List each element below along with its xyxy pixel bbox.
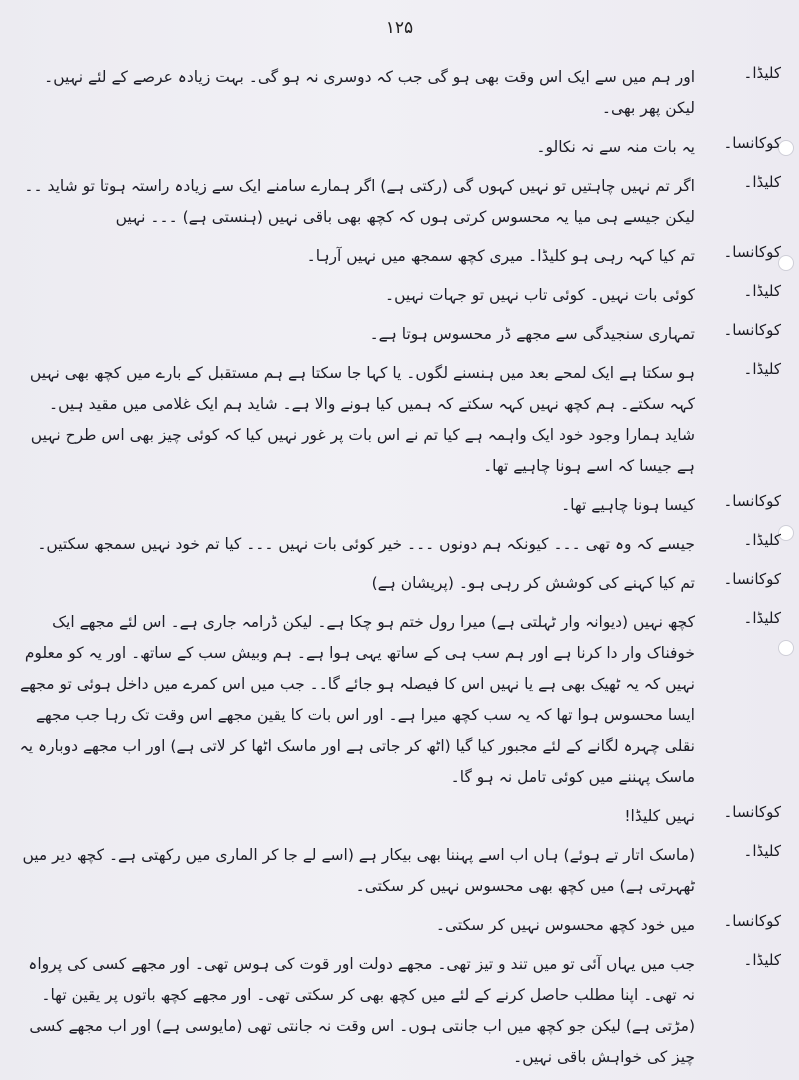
speaker-name: کوکانسا۔ xyxy=(723,134,781,152)
speaker-name: کلیڈا۔ xyxy=(743,173,781,191)
dialogue-entry xyxy=(16,910,781,941)
dialogue-line: یہ بات منہ سے نہ نکالو۔ xyxy=(536,138,695,156)
dialogue-line: تمہاری سنجیدگی سے مجھے ڈر محسوس ہوتا ہے۔ xyxy=(369,325,695,343)
dialogue-entry xyxy=(16,949,781,1073)
speaker-name: کوکانسا۔ xyxy=(723,803,781,821)
dialogue xyxy=(16,62,781,1080)
speaker-name: کوکانسا۔ xyxy=(723,570,781,588)
speaker-name: کوکانسا۔ xyxy=(723,321,781,339)
dialogue-entry xyxy=(16,319,781,350)
dialogue-line: جیسے کہ وہ تھی ۔۔۔ کیونکہ ہم دونوں ۔۔۔ خیر کوئی بات نہیں ۔۔۔ کیا تم خود نہیں سمجھ سکتیں۔ xyxy=(37,535,695,553)
speaker-name: کلیڈا۔ xyxy=(743,609,781,627)
speaker-name: کوکانسا۔ xyxy=(723,912,781,930)
speaker-name: کوکانسا۔ xyxy=(723,492,781,510)
dialogue-line: نہیں کلیڈا! xyxy=(624,807,695,825)
dialogue-line: (ماسک اتار تے ہوئے) ہاں اب اسے پہننا بھی بیکار ہے (اسے لے جا کر الماری میں رکھتی ہے۔ کچھ دیر میں ٹھہرتی ہے) میں کچھ بھی محسوس نہیں کر سکتی۔ xyxy=(22,846,695,895)
dialogue-entry xyxy=(16,529,781,560)
dialogue-entry xyxy=(16,280,781,311)
dialogue-line: کیسا ہونا چاہیے تھا۔ xyxy=(561,496,695,514)
dialogue-line: کچھ نہیں (دیوانہ وار ٹہلتی ہے) میرا رول ختم ہو چکا ہے۔ لیکن ڈرامہ جاری ہے۔ اس لئے مجھے ایک خوفناک وار دا کرنا ہے اور ہم سب ہی کے ساتھ یہی ہوا ہے۔ ہم وبیش سب کے ساتھ۔ اور یہ کو معلوم نہیں کہ یہ ٹھیک بھی ہے یا نہیں اس کا فیصلہ ہو جائے گا۔۔ جب میں اس کمرے میں داخل ہوئی تو مجھے ایسا محسوس ہوا تھا کہ یہ سب کچھ میرا ہے۔ اور اس بات کا یقین مجھے اس وقت تک رہا جب مجھے نقلی چہرہ لگانے کے لئے مجبور کیا گیا (اٹھ کر جاتی ہے اور ماسک اٹھا کر لاتی ہے) اور اب مجھے دوبارہ یہ ماسک پہننے میں کوئی تامل نہ ہو گا۔ xyxy=(19,613,695,786)
dialogue-entry xyxy=(16,607,781,793)
dialogue-line: اگر تم نہیں چاہتیں تو نہیں کہوں گی (رکتی ہے) اگر ہمارے سامنے ایک سے زیادہ راستہ ہوتا تو شاید ۔۔ لیکن جیسے ہی میا یہ محسوس کرتی ہوں کہ کچھ بھی باقی نہیں (ہنستی ہے) ۔۔۔ نہیں xyxy=(24,177,695,226)
speaker-name: کوکانسا۔ xyxy=(723,243,781,261)
dialogue-entry xyxy=(16,62,781,124)
dialogue-line: کوئی بات نہیں۔ کوئی تاب نہیں تو جہات نہیں۔ xyxy=(385,286,695,304)
dialogue-line: اور ہم میں سے ایک اس وقت بھی ہو گی جب کہ دوسری نہ ہو گی۔ بہت زیادہ عرصے کے لئے نہیں۔ لیکن پھر بھی۔ xyxy=(44,68,695,117)
dialogue-entry xyxy=(16,840,781,902)
dialogue-entry xyxy=(16,490,781,521)
dialogue-line: ہو سکتا ہے ایک لمحے بعد میں ہنسنے لگوں۔ یا کہا جا سکتا ہے ہم مستقبل کے بارے میں کچھ بھی نہیں کہہ سکتے۔ ہم کچھ نہیں کہہ سکتے کہ ہمیں کیا ہونے والا ہے۔ شاید ہم ایک غلامی میں مقید ہیں۔ شاید ہمارا وجود خود ایک واہمہ ہے کیا تم نے اس بات پر غور نہیں کیا کہ کوئی چیز بھی اس طرح نہیں ہے جیسا کہ اسے ہونا چاہیے تھا۔ xyxy=(29,364,695,475)
page-number: ۱۲۵ xyxy=(385,18,414,38)
speaker-name: کلیڈا۔ xyxy=(743,282,781,300)
dialogue-line: جب میں یہاں آئی تو میں تند و تیز تھی۔ مجھے دولت اور قوت کی ہوس تھی۔ اور مجھے کسی کی پرواہ نہ تھی۔ اپنا مطلب حاصل کرنے کے لئے میں کچھ بھی کر سکتی تھی۔ اور مجھے کچھ باتوں پر یقین تھا۔ (مڑتی ہے) لیکن جو کچھ میں اب جانتی ہوں۔ اس وقت نہ جانتی تھی (مایوسی ہے) اور اب مجھے کسی چیز کی خواہش باقی نہیں۔ xyxy=(28,955,695,1066)
dialogue-entry xyxy=(16,132,781,163)
dialogue-line: تم کیا کہہ رہی ہو کلیڈا۔ میری کچھ سمجھ میں نہیں آرہا۔ xyxy=(306,247,695,265)
dialogue-entry xyxy=(16,568,781,599)
speaker-name: کلیڈا۔ xyxy=(743,531,781,549)
dialogue-entry xyxy=(16,358,781,482)
speaker-name: کلیڈا۔ xyxy=(743,64,781,82)
dialogue-entry xyxy=(16,801,781,832)
speaker-name: کلیڈا۔ xyxy=(743,951,781,969)
dialogue-entry xyxy=(16,171,781,233)
dialogue-entry xyxy=(16,241,781,272)
speaker-name: کلیڈا۔ xyxy=(743,360,781,378)
dialogue-line: تم کیا کہنے کی کوشش کر رہی ہو۔ (پریشان ہے) xyxy=(371,574,695,592)
dialogue-line: میں خود کچھ محسوس نہیں کر سکتی۔ xyxy=(435,916,695,934)
speaker-name: کلیڈا۔ xyxy=(743,842,781,860)
